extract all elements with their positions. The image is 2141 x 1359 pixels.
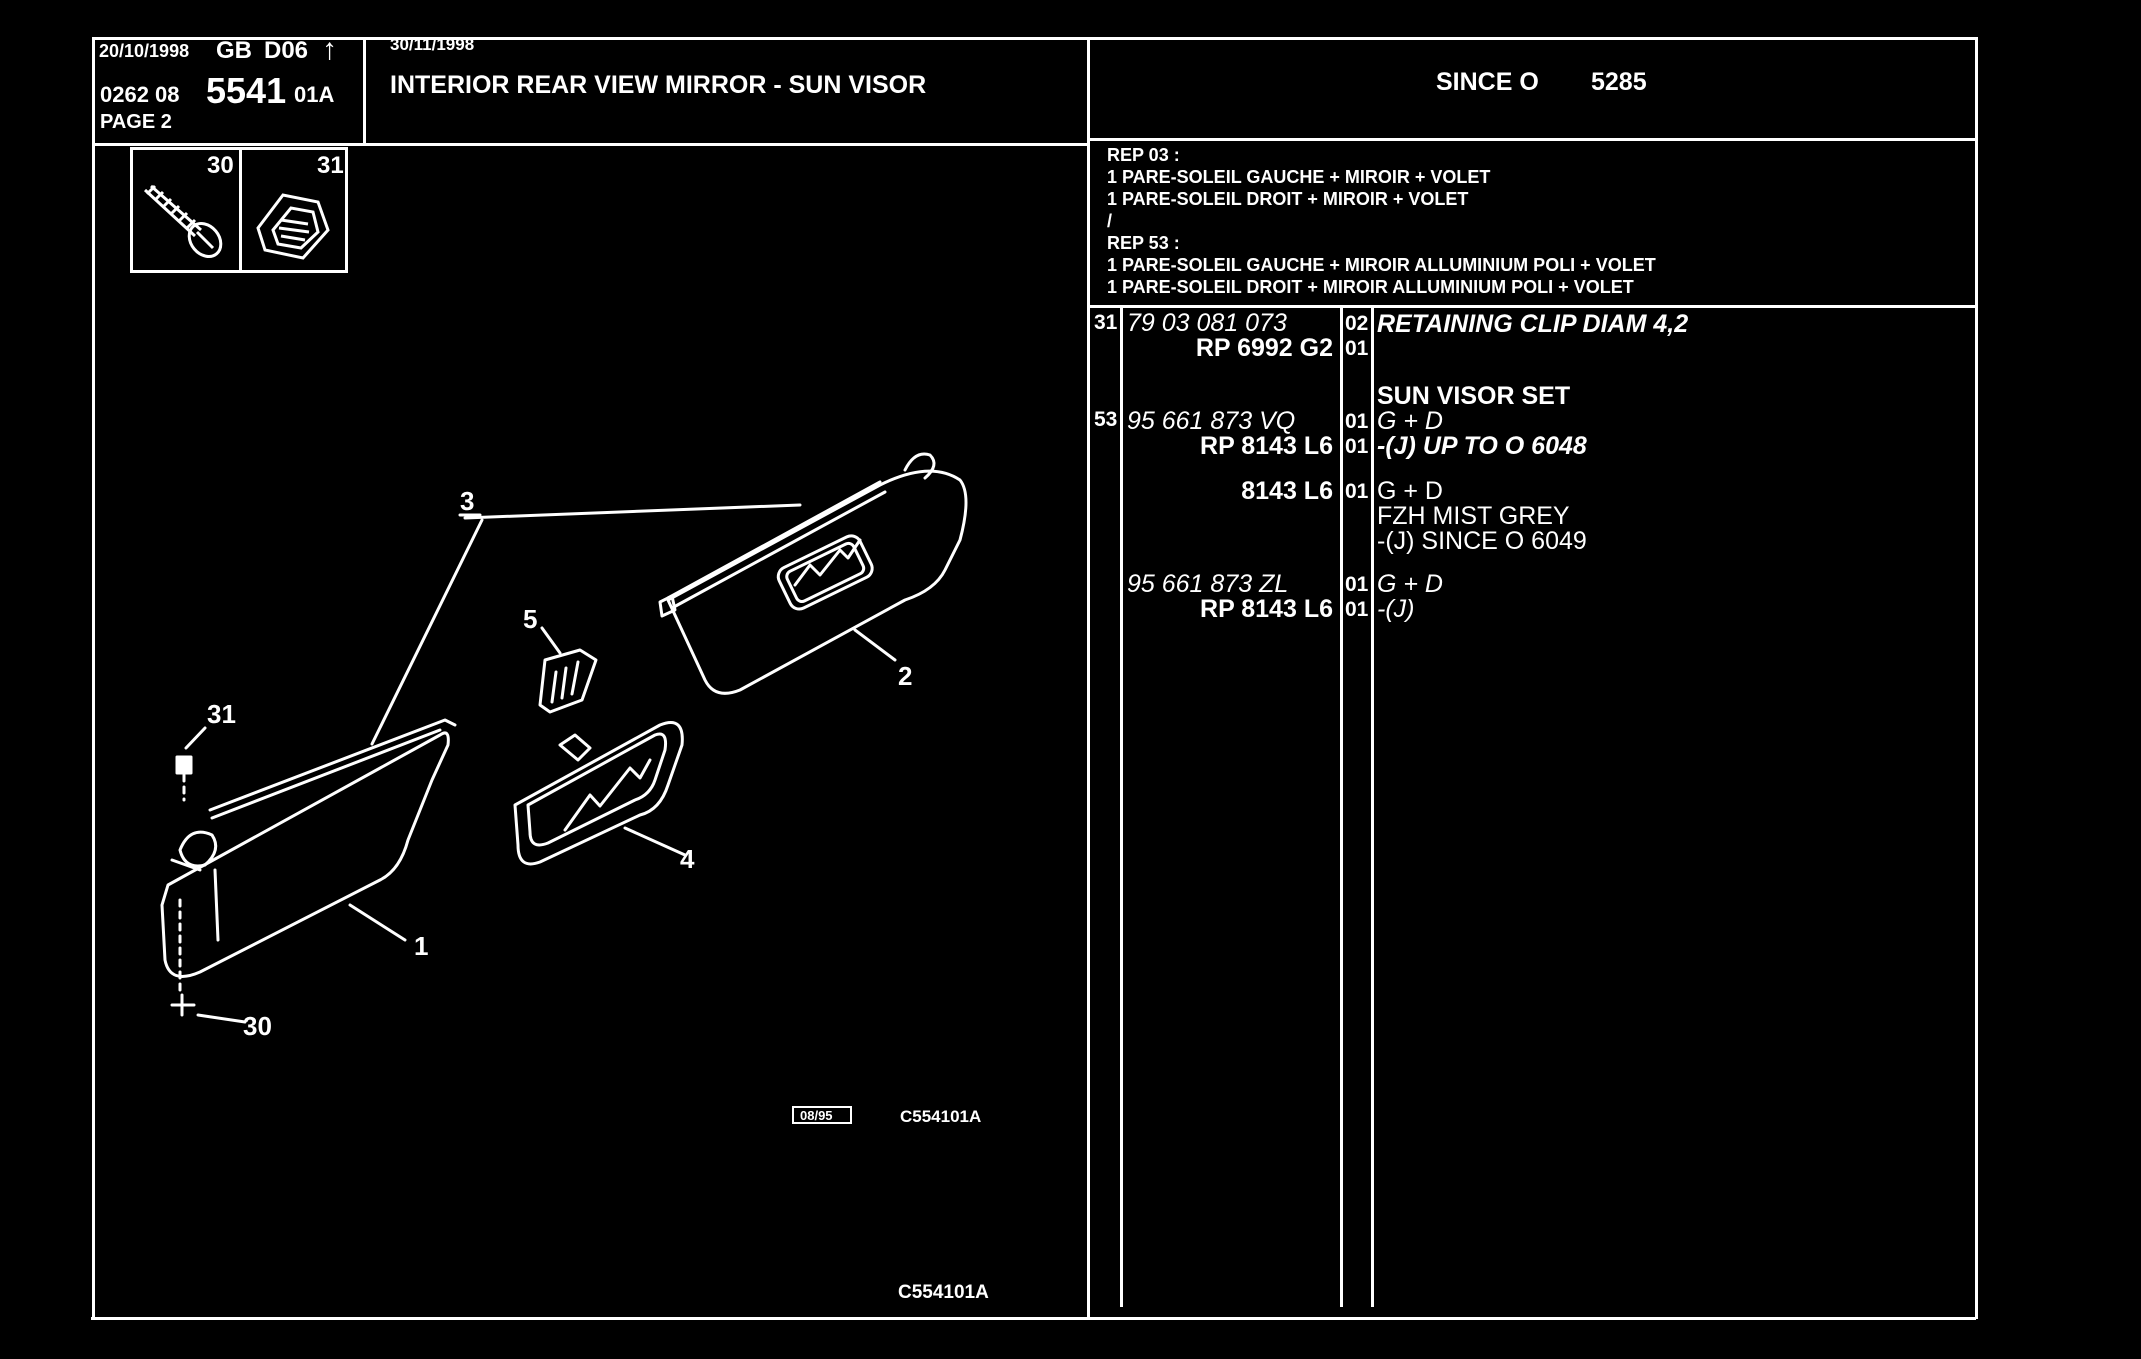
diagram-label: 3	[460, 486, 475, 516]
note-line: 1 PARE-SOLEIL DROIT + MIROIR + VOLET	[1107, 189, 1469, 209]
diagram-label: 31	[207, 699, 236, 729]
since-value: 5285	[1591, 68, 1647, 96]
part-qty: 01	[1345, 410, 1369, 433]
part-desc: FZH MIST GREY	[1377, 502, 1570, 530]
part-qty: 01	[1345, 573, 1369, 596]
date-stamp-text: 08/95	[800, 1108, 833, 1123]
header-ref-prefix: 0262 08	[100, 82, 180, 107]
note-line: 1 PARE-SOLEIL GAUCHE + MIROIR + VOLET	[1107, 167, 1491, 187]
diagram-label: 5	[523, 604, 538, 634]
diagram-label: 30	[243, 1011, 272, 1041]
part-desc: G + D	[1377, 407, 1443, 435]
part-desc: -(J) SINCE O 6049	[1377, 527, 1587, 555]
thumbnail-number: 30	[207, 152, 234, 179]
frame-right	[1975, 37, 1978, 1319]
col-line-rep	[1120, 307, 1123, 1307]
diagram-label: 1	[414, 931, 429, 961]
thumbnail-number: 31	[317, 152, 344, 179]
part-desc: G + D	[1377, 570, 1443, 598]
part-ref: RP 8143 L6	[1200, 595, 1333, 623]
header-date-top: 20/10/1998	[99, 41, 190, 61]
part-desc: -(J) UP TO O 6048	[1377, 432, 1587, 460]
diagram-label: 2	[898, 661, 913, 691]
clip-drawing	[540, 650, 596, 712]
note-line: REP 53 :	[1107, 233, 1180, 253]
part-ref: RP 6992 G2	[1195, 334, 1333, 362]
header-code: D06	[264, 37, 309, 64]
part-qty: 01	[1345, 480, 1369, 503]
part-ref: RP 8143 L6	[1200, 432, 1333, 460]
frame-middle	[1087, 37, 1090, 1319]
header-ref-number: 5541	[206, 70, 287, 111]
arrow-up-icon: ↑	[322, 33, 337, 66]
diagram-code: C554101A	[900, 1107, 982, 1126]
sun-visor-right-drawing	[668, 471, 966, 693]
date-stamp	[792, 1106, 852, 1124]
part-ref: 95 661 873 ZL	[1127, 570, 1289, 598]
header-date-title: 30/11/1998	[390, 35, 475, 54]
note-line: REP 03 :	[1107, 145, 1180, 165]
part-ref: 95 661 873 VQ	[1127, 407, 1296, 435]
note-line: 1 PARE-SOLEIL GAUCHE + MIROIR ALLUMINIUM POLI + VOLET	[1107, 255, 1656, 275]
part-rep: 31	[1094, 311, 1118, 334]
frame-bottom	[91, 1317, 1976, 1320]
part-qty: 01	[1345, 337, 1369, 360]
part-rep: 53	[1094, 408, 1118, 431]
diagram-code-bottom: C554101A	[898, 1282, 989, 1303]
col-line-qty-left	[1340, 307, 1343, 1307]
section-title: SUN VISOR SET	[1377, 382, 1571, 410]
part-ref: 8143 L6	[1241, 477, 1333, 505]
part-qty: 01	[1345, 598, 1369, 621]
note-line: 1 PARE-SOLEIL DROIT + MIROIR ALLUMINIUM POLI + VOLET	[1107, 277, 1634, 297]
diagram-label: 4	[680, 844, 695, 874]
part-qty: 01	[1345, 435, 1369, 458]
note-line: /	[1107, 211, 1113, 231]
part-desc: G + D	[1377, 477, 1443, 505]
header-divider-right	[1088, 138, 1976, 141]
header-ref-suffix: 01A	[294, 82, 335, 107]
part-qty: 02	[1345, 312, 1369, 335]
since-label: SINCE O	[1436, 68, 1539, 96]
part-desc: -(J)	[1377, 595, 1415, 623]
page-title: INTERIOR REAR VIEW MIRROR - SUN VISOR	[390, 71, 927, 99]
col-line-qty-right	[1371, 307, 1374, 1307]
part-desc: RETAINING CLIP DIAM 4,2	[1377, 310, 1689, 338]
header-page: PAGE 2	[100, 111, 172, 133]
part-ref: 79 03 081 073	[1127, 309, 1287, 337]
header-region: GB	[216, 37, 252, 64]
notes-divider	[1088, 305, 1976, 308]
exploded-diagram	[0, 0, 1085, 1303]
